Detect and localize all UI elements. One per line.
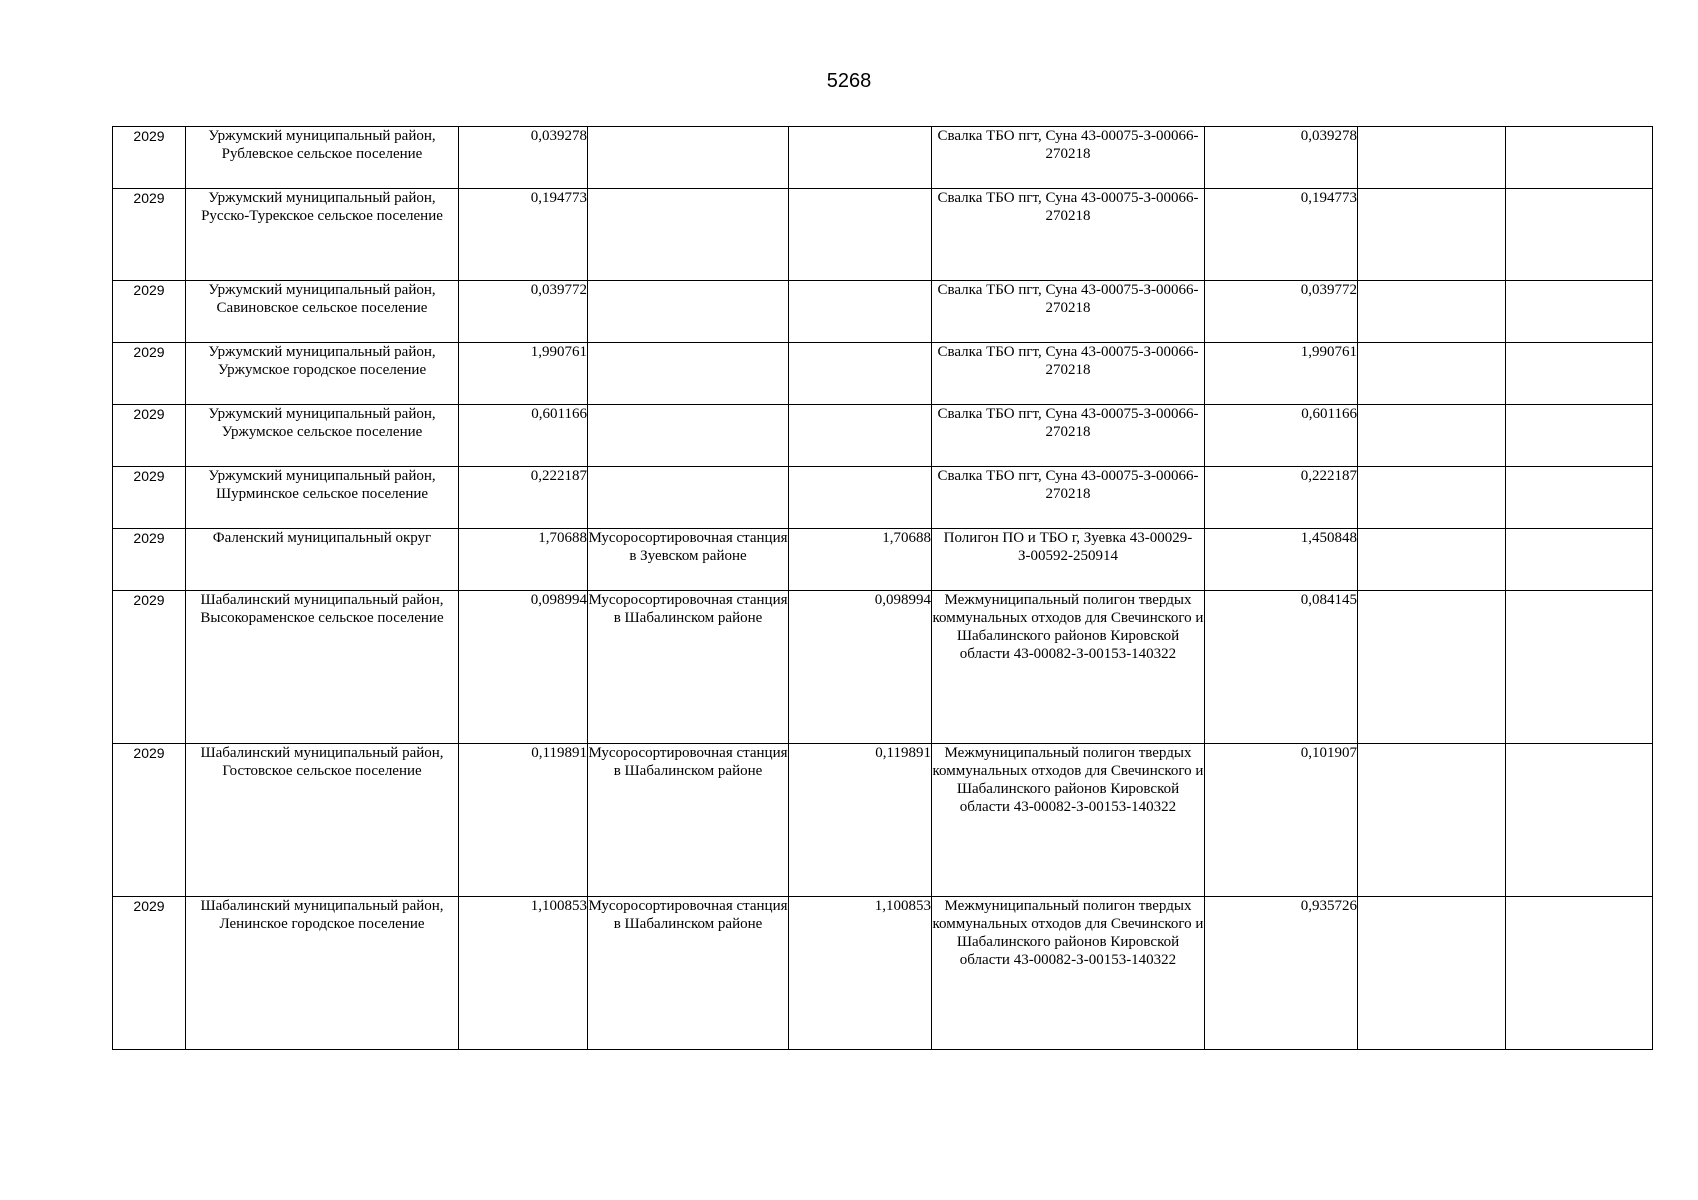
empty-cell [1506,467,1653,529]
station-volume-cell: 0,098994 [789,591,932,744]
municipality-cell: Шабалинский муниципальный район, Гостовское сельское поселение [186,744,459,897]
municipality-cell: Фаленский муниципальный округ [186,529,459,591]
municipality-cell: Шабалинский муниципальный район, Ленинское городское поселение [186,897,459,1050]
sorting-station-cell [588,189,789,281]
landfill-cell: Свалка ТБО пгт, Суна 43-00075-З-00066-270218 [932,189,1205,281]
table-row [113,529,1653,591]
table-row [113,343,1653,405]
sorting-station-cell [588,405,789,467]
landfill-cell: Свалка ТБО пгт, Суна 43-00075-З-00066-270218 [932,281,1205,343]
table-row [113,405,1653,467]
empty-cell [1506,127,1653,189]
volume-cell: 0,098994 [459,591,588,744]
sorting-station-cell [588,127,789,189]
empty-cell [1506,405,1653,467]
station-volume-cell [789,343,932,405]
empty-cell [1358,189,1506,281]
landfill-volume-cell: 0,101907 [1205,744,1358,897]
empty-cell [1358,127,1506,189]
empty-cell [1506,529,1653,591]
empty-cell [1358,529,1506,591]
sorting-station-cell: Мусоросортировочная станция в Шабалинском районе [588,591,789,744]
volume-cell: 0,222187 [459,467,588,529]
sorting-station-cell: Мусоросортировочная станция в Шабалинском районе [588,897,789,1050]
table-row [113,897,1653,1050]
empty-cell [1506,281,1653,343]
table-row [113,591,1653,744]
landfill-volume-cell: 0,084145 [1205,591,1358,744]
station-volume-cell: 1,100853 [789,897,932,1050]
page-number: 5268 [826,70,872,92]
station-volume-cell: 0,119891 [789,744,932,897]
municipality-cell: Шабалинский муниципальный район, Высокораменское сельское поселение [186,591,459,744]
table-row [113,189,1653,281]
empty-cell [1506,897,1653,1050]
empty-cell [1506,744,1653,897]
volume-cell: 1,990761 [459,343,588,405]
landfill-volume-cell: 0,039278 [1205,127,1358,189]
year-cell: 2029 [113,529,186,591]
landfill-volume-cell: 1,990761 [1205,343,1358,405]
station-volume-cell [789,467,932,529]
year-cell: 2029 [113,281,186,343]
table-row [113,281,1653,343]
empty-cell [1358,467,1506,529]
landfill-cell: Межмуниципальный полигон твердых коммунальных отходов для Свечинского и Шабалинского районов Кировской области 43-00082-З-00153-140322 [932,744,1205,897]
table-row [113,744,1653,897]
landfill-cell: Свалка ТБО пгт, Суна 43-00075-З-00066-270218 [932,127,1205,189]
volume-cell: 0,194773 [459,189,588,281]
year-cell: 2029 [113,343,186,405]
landfill-cell: Свалка ТБО пгт, Суна 43-00075-З-00066-270218 [932,405,1205,467]
year-cell: 2029 [113,405,186,467]
year-cell: 2029 [113,189,186,281]
year-cell: 2029 [113,591,186,744]
empty-cell [1358,281,1506,343]
empty-cell [1506,343,1653,405]
empty-cell [1358,343,1506,405]
sorting-station-cell: Мусоросортировочная станция в Зуевском районе [588,529,789,591]
landfill-volume-cell: 0,601166 [1205,405,1358,467]
landfill-volume-cell: 0,222187 [1205,467,1358,529]
volume-cell: 0,119891 [459,744,588,897]
volume-cell: 0,601166 [459,405,588,467]
sorting-station-cell [588,467,789,529]
empty-cell [1358,591,1506,744]
volume-cell: 1,70688 [459,529,588,591]
station-volume-cell [789,127,932,189]
landfill-volume-cell: 1,450848 [1205,529,1358,591]
landfill-volume-cell: 0,935726 [1205,897,1358,1050]
municipality-cell: Уржумский муниципальный район, Савиновское сельское поселение [186,281,459,343]
empty-cell [1358,405,1506,467]
station-volume-cell [789,189,932,281]
table-row [113,467,1653,529]
sorting-station-cell: Мусоросортировочная станция в Шабалинском районе [588,744,789,897]
station-volume-cell [789,281,932,343]
table-row [113,127,1653,189]
municipality-cell: Уржумский муниципальный район, Рублевское сельское поселение [186,127,459,189]
volume-cell: 0,039772 [459,281,588,343]
empty-cell [1506,189,1653,281]
municipality-cell: Уржумский муниципальный район, Шурминское сельское поселение [186,467,459,529]
landfill-cell: Свалка ТБО пгт, Суна 43-00075-З-00066-270218 [932,343,1205,405]
empty-cell [1358,897,1506,1050]
year-cell: 2029 [113,897,186,1050]
sorting-station-cell [588,343,789,405]
landfill-cell: Свалка ТБО пгт, Суна 43-00075-З-00066-270218 [932,467,1205,529]
volume-cell: 1,100853 [459,897,588,1050]
station-volume-cell: 1,70688 [789,529,932,591]
year-cell: 2029 [113,467,186,529]
waste-flow-table [112,126,1653,1050]
empty-cell [1506,591,1653,744]
municipality-cell: Уржумский муниципальный район, Уржумское сельское поселение [186,405,459,467]
empty-cell [1358,744,1506,897]
landfill-cell: Полигон ПО и ТБО г, Зуевка 43-00029-З-00592-250914 [932,529,1205,591]
year-cell: 2029 [113,127,186,189]
municipality-cell: Уржумский муниципальный район, Уржумское городское поселение [186,343,459,405]
sorting-station-cell [588,281,789,343]
municipality-cell: Уржумский муниципальный район, Русско-Турекское сельское поселение [186,189,459,281]
landfill-volume-cell: 0,039772 [1205,281,1358,343]
landfill-cell: Межмуниципальный полигон твердых коммунальных отходов для Свечинского и Шабалинского районов Кировской области 43-00082-З-00153-140322 [932,897,1205,1050]
station-volume-cell [789,405,932,467]
year-cell: 2029 [113,744,186,897]
landfill-cell: Межмуниципальный полигон твердых коммунальных отходов для Свечинского и Шабалинского районов Кировской области 43-00082-З-00153-140322 [932,591,1205,744]
volume-cell: 0,039278 [459,127,588,189]
landfill-volume-cell: 0,194773 [1205,189,1358,281]
